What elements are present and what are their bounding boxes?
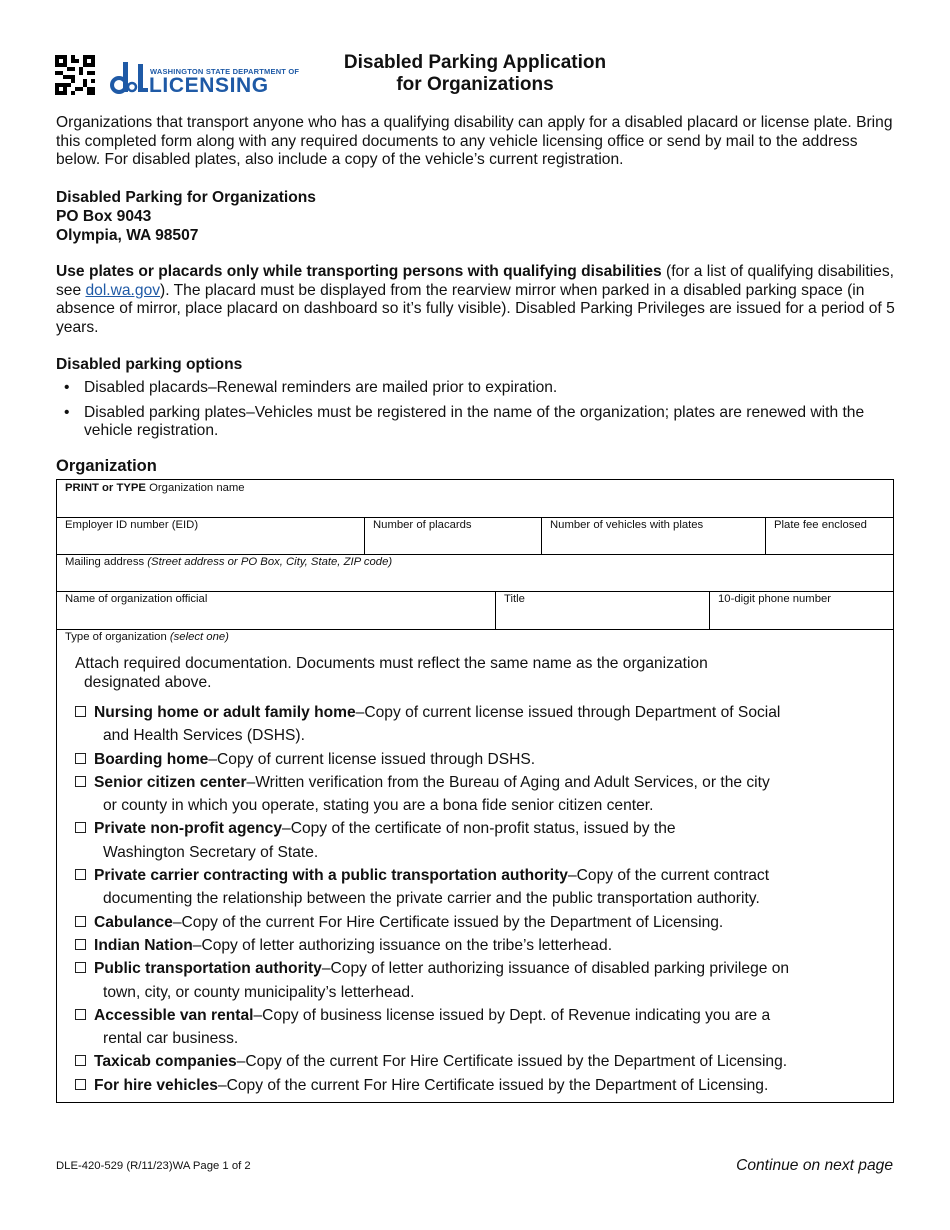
org-type-desc: –Copy of the current For Hire Certificate issued by the Department of Licensing. bbox=[217, 1076, 769, 1094]
org-type-desc: –Copy of business license issued by Dept. of Revenue indicating you are a bbox=[253, 1006, 771, 1024]
options-list bbox=[56, 379, 896, 447]
checkbox-boarding-home[interactable] bbox=[75, 753, 86, 764]
page-title bbox=[300, 52, 650, 96]
org-type-indian-nation[interactable] bbox=[75, 934, 875, 957]
form-id: DLE-420-529 (R/11/23)WA Page 1 of 2 bbox=[56, 1160, 251, 1172]
checkbox-public-transport[interactable] bbox=[75, 962, 86, 973]
org-type-label-text: Type of organization bbox=[65, 631, 170, 643]
vehicles-label: Number of vehicles with plates bbox=[550, 519, 704, 531]
mailing-address-hint: (Street address or PO Box, City, State, ZIP code) bbox=[147, 556, 393, 568]
placards-label: Number of placards bbox=[373, 519, 472, 531]
org-type-desc: –Copy of the current For Hire Certificate issued by the Department of Licensing. bbox=[236, 1053, 788, 1071]
org-type-name: Senior citizen center bbox=[94, 773, 247, 791]
dol-website-link[interactable]: dol.wa.gov bbox=[85, 281, 161, 299]
checkbox-cabulance[interactable] bbox=[75, 916, 86, 927]
org-type-desc: –Copy of letter authorizing issuance of disabled parking privilege on bbox=[321, 960, 790, 978]
org-type-boarding-home[interactable] bbox=[75, 748, 875, 771]
org-type-label bbox=[65, 631, 229, 643]
org-type-name: Private carrier contracting with a public transportation authority bbox=[94, 867, 568, 885]
form-row-official bbox=[57, 591, 893, 630]
address-line-1: Disabled Parking for Organizations bbox=[56, 189, 316, 206]
phone-field[interactable] bbox=[709, 591, 893, 629]
print-or-type-label: PRINT or TYPE bbox=[65, 482, 146, 494]
logo-department-text: WASHINGTON STATE DEPARTMENT OF bbox=[150, 67, 300, 76]
form-row-mailing bbox=[57, 554, 893, 592]
org-type-cabulance[interactable] bbox=[75, 911, 875, 934]
org-type-desc: –Copy of the current contract bbox=[567, 867, 770, 885]
org-type-desc: –Copy of the certificate of non-profit status, issued by the bbox=[282, 820, 676, 838]
placards-field[interactable] bbox=[364, 517, 541, 554]
option-item-plates: • Disabled parking plates–Vehicles must be registered in the name of the organization; plates are renewed with the vehicle registration. bbox=[56, 404, 896, 441]
continue-note: Continue on next page bbox=[736, 1157, 893, 1174]
title-line-2: for Organizations bbox=[396, 74, 554, 95]
org-type-name: Nursing home or adult family home bbox=[94, 704, 356, 721]
attach-instructions bbox=[75, 654, 835, 692]
org-type-desc-cont: Washington Secretary of State. bbox=[103, 843, 319, 861]
org-type-name: Private non-profit agency bbox=[94, 820, 283, 838]
form-row-ids bbox=[57, 517, 893, 555]
dol-logo bbox=[110, 60, 300, 97]
organization-heading: Organization bbox=[56, 457, 157, 475]
mailing-address-block bbox=[56, 188, 316, 245]
org-type-name: For hire vehicles bbox=[94, 1076, 218, 1094]
address-line-2: PO Box 9043 bbox=[56, 208, 152, 225]
org-type-desc-cont: or county in which you operate, stating you are a bona fide senior citizen center. bbox=[103, 797, 654, 815]
usage-post-link: ). The placard must be displayed from the rearview mirror when parked in a disabled parking space (in absence of mirror, place placard on dashboard so it’s fully visible). Disabled Parking Privileges are issued for a period of 5 years. bbox=[56, 281, 895, 336]
attach-line-2: designated above. bbox=[84, 674, 212, 691]
org-type-desc-cont: and Health Services (DSHS). bbox=[103, 727, 305, 745]
intro-paragraph: Organizations that transport anyone who has a qualifying disability can apply for a disabled placard or license plate. Bring this completed form along with any required documents to any vehicle licensing office or send by mail to the address below. For disabled plates, also include a copy of the vehicle’s current registration. bbox=[56, 114, 893, 168]
official-name-field[interactable] bbox=[57, 591, 495, 629]
usage-paragraph bbox=[56, 263, 896, 337]
attach-line-1: Attach required documentation. Documents must reflect the same name as the organization bbox=[75, 655, 708, 672]
checkbox-private-carrier[interactable] bbox=[75, 869, 86, 880]
official-title-field[interactable] bbox=[495, 591, 709, 629]
org-type-name: Accessible van rental bbox=[94, 1006, 254, 1024]
org-type-public-transport[interactable] bbox=[75, 957, 875, 1004]
org-type-van-rental[interactable] bbox=[75, 1004, 875, 1051]
org-type-name: Public transportation authority bbox=[94, 960, 322, 978]
option-item-placards: • Disabled placards–Renewal reminders are mailed prior to expiration. bbox=[56, 379, 896, 398]
eid-field[interactable] bbox=[57, 517, 364, 554]
org-type-name: Boarding home bbox=[94, 750, 209, 768]
address-line-3: Olympia, WA 98507 bbox=[56, 227, 199, 244]
vehicles-field[interactable] bbox=[541, 517, 765, 554]
mailing-address-label: Mailing address bbox=[65, 556, 148, 568]
org-type-name: Taxicab companies bbox=[94, 1053, 237, 1071]
org-type-taxicab[interactable] bbox=[75, 1050, 875, 1073]
org-type-desc: –Copy of letter authorizing issuance on the tribe’s letterhead. bbox=[192, 936, 613, 954]
eid-label: Employer ID number (EID) bbox=[65, 519, 199, 531]
qr-code-icon bbox=[55, 55, 95, 95]
org-type-private-carrier[interactable] bbox=[75, 864, 875, 911]
usage-bold-text: Use plates or placards only while transporting persons with qualifying disabilities bbox=[56, 263, 662, 280]
logo-licensing-text: LICENSING bbox=[149, 74, 269, 97]
checkbox-nursing-home[interactable] bbox=[75, 706, 86, 717]
org-type-list bbox=[75, 701, 875, 1097]
plate-fee-label: Plate fee enclosed bbox=[774, 519, 867, 531]
mailing-address-field[interactable] bbox=[57, 554, 893, 591]
org-type-desc-cont: rental car business. bbox=[103, 1030, 239, 1048]
form-row-org-name bbox=[57, 480, 893, 518]
phone-label: 10-digit phone number bbox=[718, 593, 832, 605]
checkbox-for-hire[interactable] bbox=[75, 1079, 86, 1090]
org-type-for-hire[interactable] bbox=[75, 1074, 875, 1097]
usage-pre-link: (for a list of qualifying disabilities, see bbox=[56, 263, 894, 299]
official-title-label: Title bbox=[504, 593, 525, 605]
org-type-nursing-home[interactable] bbox=[75, 701, 875, 748]
checkbox-non-profit[interactable] bbox=[75, 822, 86, 833]
org-type-non-profit[interactable] bbox=[75, 817, 875, 864]
title-line-1: Disabled Parking Application bbox=[343, 52, 607, 73]
org-name-field[interactable] bbox=[57, 480, 893, 517]
org-type-desc: –Copy of the current For Hire Certificate issued by the Department of Licensing. bbox=[172, 913, 724, 931]
org-name-label: Organization name bbox=[145, 482, 245, 494]
options-heading: Disabled parking options bbox=[56, 356, 243, 373]
org-type-hint: (select one) bbox=[169, 631, 229, 643]
plate-fee-field[interactable] bbox=[765, 517, 893, 554]
org-type-desc: –Copy of current license issued through DSHS. bbox=[208, 750, 536, 768]
org-type-desc-cont: town, city, or county municipality’s letterhead. bbox=[103, 983, 415, 1001]
org-type-desc: –Written verification from the Bureau of Aging and Adult Services, or the city bbox=[246, 773, 770, 791]
org-type-name: Cabulance bbox=[94, 913, 173, 931]
org-type-desc: –Copy of current license issued through Department of Social bbox=[355, 704, 781, 721]
checkbox-taxicab[interactable] bbox=[75, 1055, 86, 1066]
checkbox-senior-center[interactable] bbox=[75, 776, 86, 787]
organization-form bbox=[56, 479, 894, 1103]
dol-logo-mark-icon bbox=[110, 60, 148, 96]
checkbox-van-rental[interactable] bbox=[75, 1009, 86, 1020]
checkbox-indian-nation[interactable] bbox=[75, 939, 86, 950]
org-type-name: Indian Nation bbox=[94, 936, 193, 954]
org-type-senior-center[interactable] bbox=[75, 771, 875, 818]
official-name-label: Name of organization official bbox=[65, 593, 208, 605]
org-type-desc-cont: documenting the relationship between the private carrier and the public transportation authority. bbox=[103, 890, 760, 908]
